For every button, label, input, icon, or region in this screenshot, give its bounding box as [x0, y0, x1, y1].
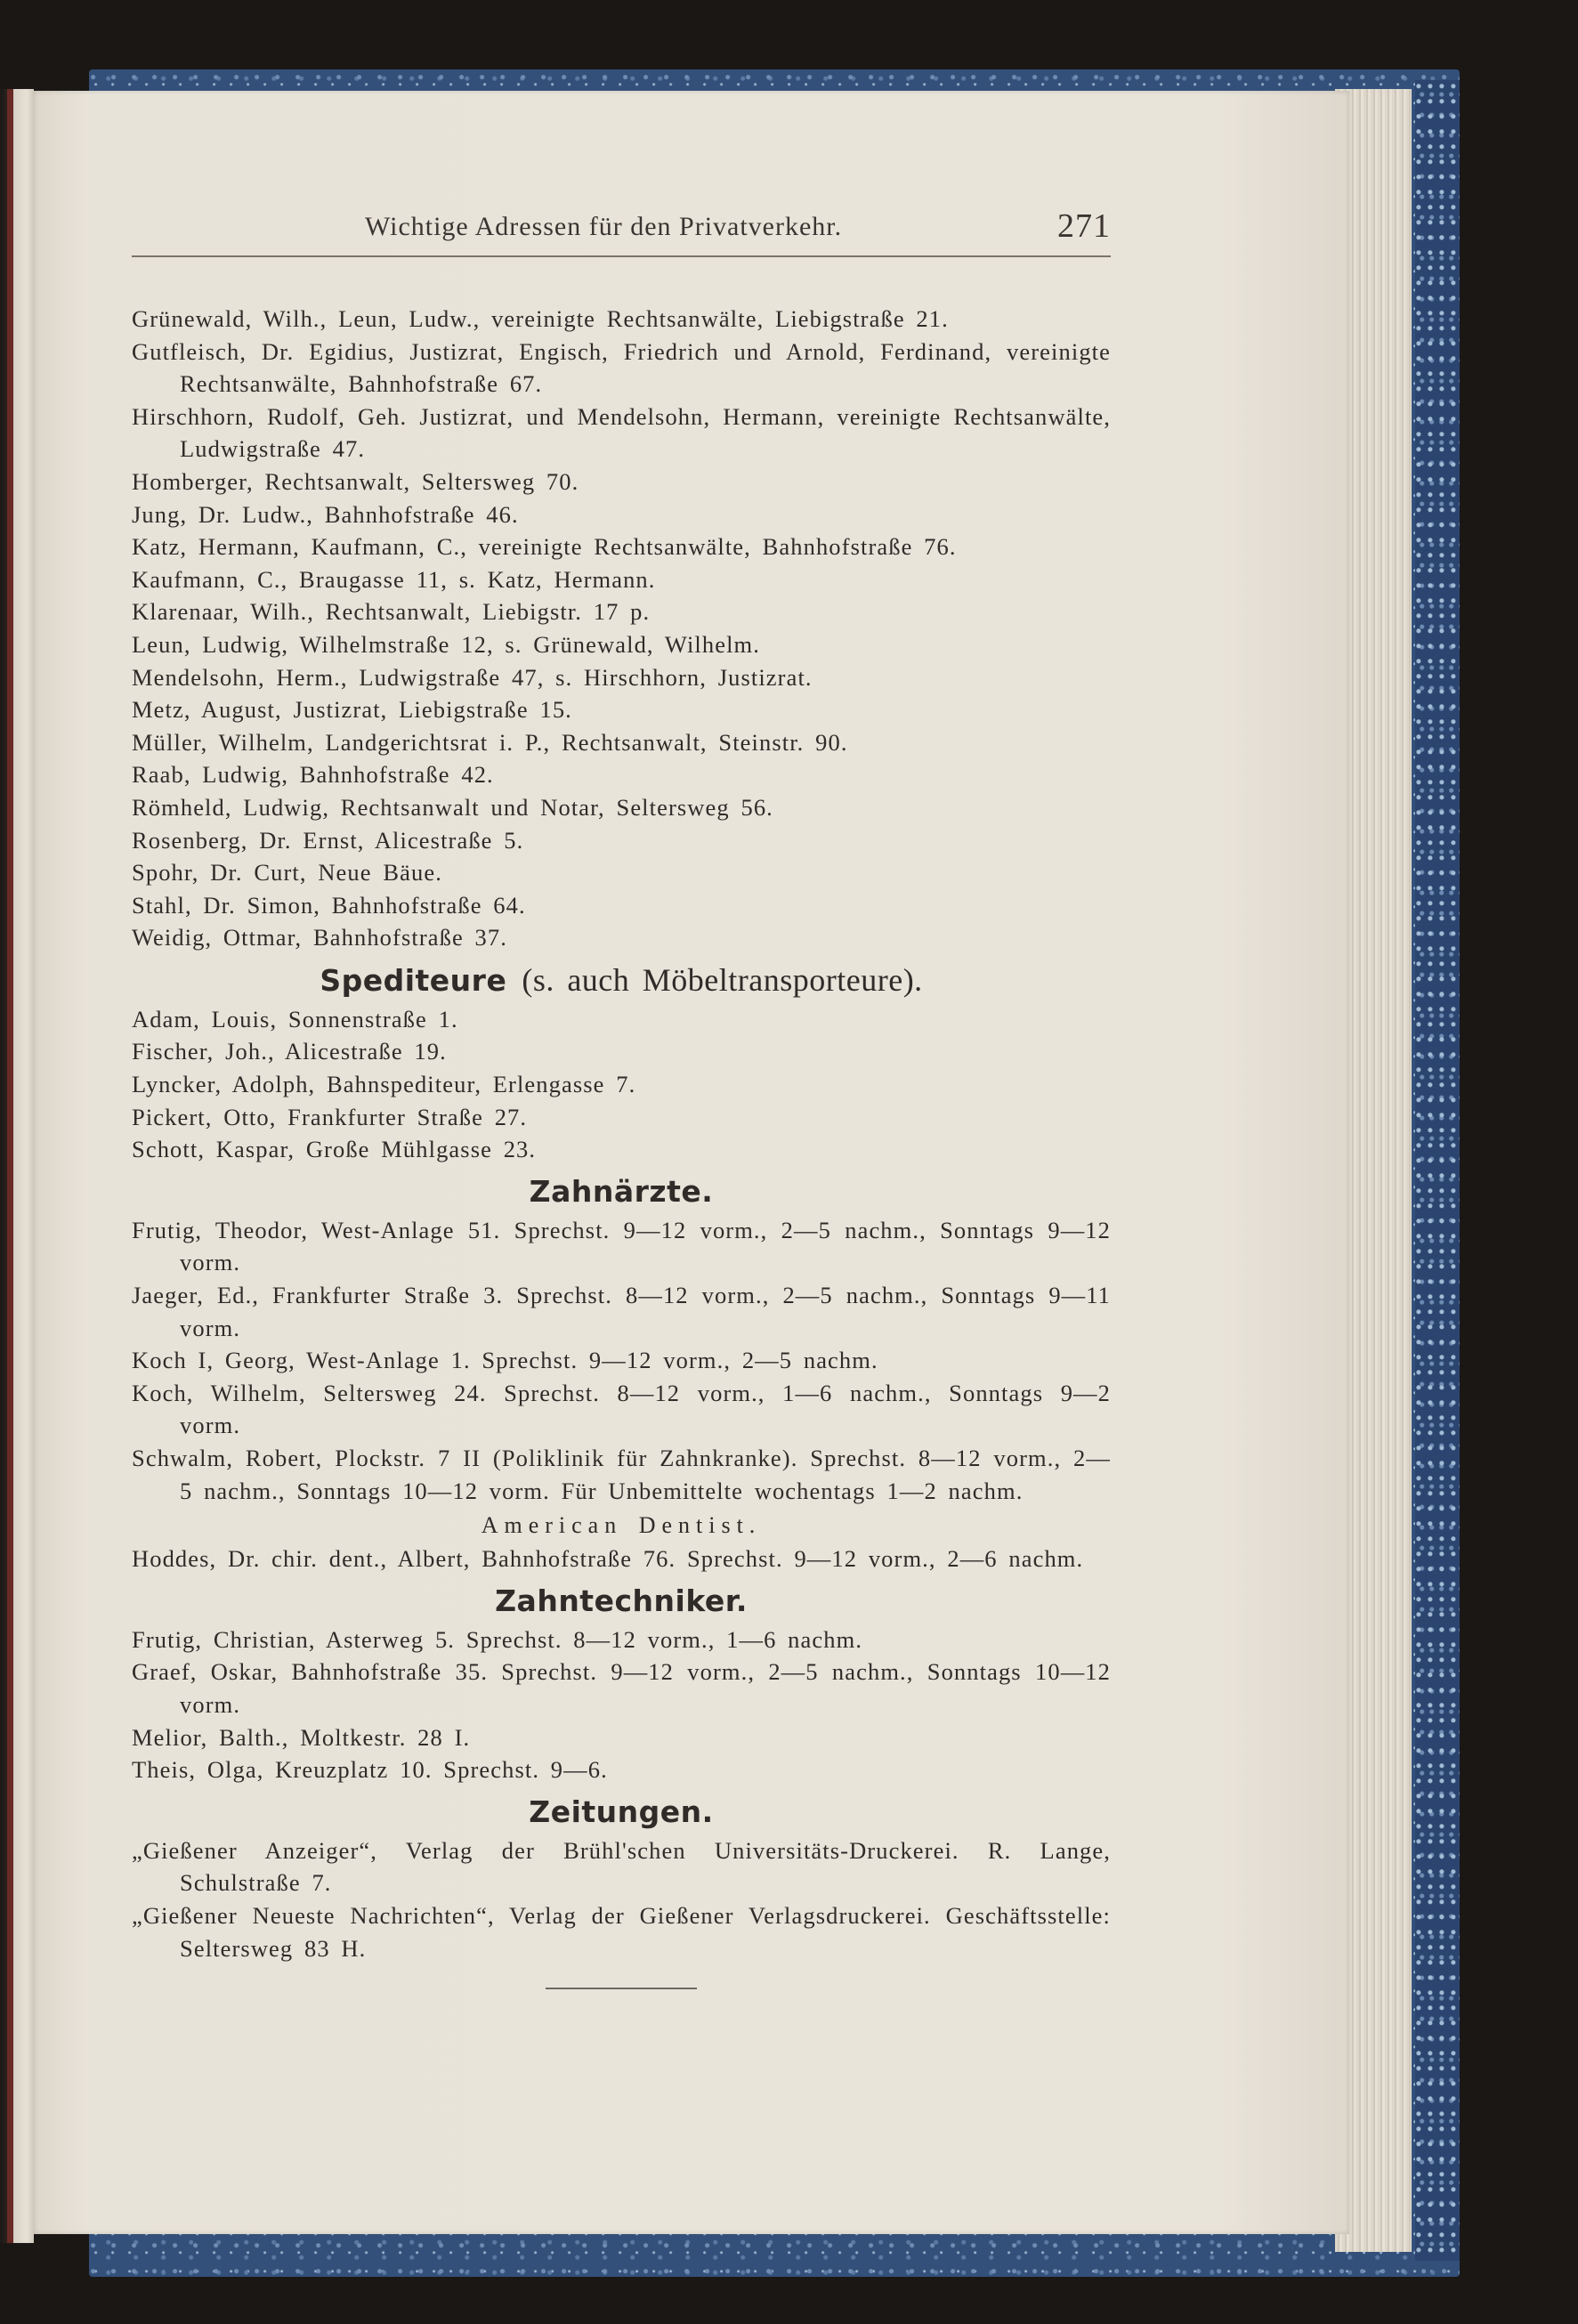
section-heading-zahntechniker: Zahntechniker. — [495, 1583, 748, 1618]
list-item: Gutfleisch, Dr. Egidius, Justizrat, Engisch, Friedrich und Arnold, Ferdinand, vereinigte Rechtsanwälte, Bahnhofstraße 67. — [132, 337, 1111, 398]
spediteure-list — [132, 1003, 1111, 1166]
spine-band — [7, 89, 13, 2243]
end-rule — [546, 1988, 697, 1989]
page-body — [132, 303, 1111, 1989]
list-item: Hoddes, Dr. chir. dent., Albert, Bahnhofstraße 76. Sprechst. 9—12 vorm., 2—6 nachm. — [132, 1545, 1084, 1573]
list-item: Lyncker, Adolph, Bahnspediteur, Erlengasse 7. — [132, 1071, 636, 1098]
list-item: Müller, Wilhelm, Landgerichtsrat i. P., Rechtsanwalt, Steinstr. 90. — [132, 728, 848, 756]
list-item: Römheld, Ludwig, Rechtsanwalt und Notar, Seltersweg 56. — [132, 793, 773, 821]
list-item: Fischer, Joh., Alicestraße 19. — [132, 1038, 447, 1065]
list-item: Katz, Hermann, Kaufmann, C., vereinigte Rechtsanwälte, Bahnhofstraße 76. — [132, 533, 957, 561]
zeitungen-list — [132, 1834, 1111, 1964]
list-item: „Gießener Anzeiger“, Verlag der Brühl'schen Universitäts-Druckerei. R. Lange, Schulstraße 7. — [132, 1836, 1111, 1897]
page-number: 271 — [1057, 207, 1111, 245]
section-heading-zahnaerzte: Zahnärzte. — [529, 1173, 714, 1209]
list-item: Schott, Kaspar, Große Mühlgasse 23. — [132, 1136, 537, 1163]
subheading-american-dentist: American Dentist. — [481, 1512, 762, 1539]
zahnaerzte-list — [132, 1214, 1111, 1507]
section-heading-zeitungen: Zeitungen. — [529, 1794, 714, 1829]
list-item: Kaufmann, C., Braugasse 11, s. Katz, Hermann. — [132, 565, 656, 593]
list-item: Raab, Ludwig, Bahnhofstraße 42. — [132, 761, 494, 789]
list-item: Adam, Louis, Sonnenstraße 1. — [132, 1005, 458, 1032]
list-item: „Gießener Neueste Nachrichten“, Verlag der Gießener Verlagsdruckerei. Geschäftsstelle: Seltersweg 83 H. — [132, 1901, 1111, 1962]
lawyer-list — [132, 303, 1111, 954]
list-item: Mendelsohn, Herm., Ludwigstraße 47, s. Hirschhorn, Justizrat. — [132, 663, 813, 691]
list-item: Hirschhorn, Rudolf, Geh. Justizrat, und Mendelsohn, Hermann, vereinigte Rechtsanwälte, Ludwigstraße 47. — [132, 402, 1111, 463]
section-subtitle: (s. auch Möbeltransporteure). — [522, 961, 923, 998]
list-item: Grünewald, Wilh., Leun, Ludw., vereinigte Rechtsanwälte, Liebigstraße 21. — [132, 305, 949, 332]
header-title: Wichtige Adressen für den Privatverkehr. — [365, 212, 843, 241]
list-item: Jung, Dr. Ludw., Bahnhofstraße 46. — [132, 500, 519, 528]
list-item: Frutig, Theodor, West-Anlage 51. Sprechst. 9—12 vorm., 2—5 nachm., Sonntags 9—12 vorm. — [132, 1216, 1111, 1276]
running-header — [132, 207, 1111, 255]
section-title: Spediteure — [320, 962, 507, 998]
zahntechniker-list — [132, 1624, 1111, 1786]
american-dentist-list — [132, 1543, 1111, 1575]
header-rule — [132, 255, 1111, 257]
list-item: Rosenberg, Dr. Ernst, Alicestraße 5. — [132, 826, 524, 854]
list-item: Pickert, Otto, Frankfurter Straße 27. — [132, 1103, 528, 1130]
list-item: Jaeger, Ed., Frankfurter Straße 3. Sprechst. 8—12 vorm., 2—5 nachm., Sonntags 9—11 vorm. — [132, 1282, 1111, 1341]
list-item: Metz, August, Justizrat, Liebigstraße 15. — [132, 696, 572, 724]
list-item: Theis, Olga, Kreuzplatz 10. Sprechst. 9—6. — [132, 1756, 608, 1784]
list-item: Koch I, Georg, West-Anlage 1. Sprechst. 9—12 vorm., 2—5 nachm. — [132, 1347, 878, 1374]
list-item: Schwalm, Robert, Plockstr. 7 II (Poliklinik für Zahnkranke). Sprechst. 8—12 vorm., 2—5 nachm., Sonntags 10—12 vorm. Für Unbemittelte wochentags 1—2 nachm. — [132, 1445, 1111, 1504]
cover-edge — [1415, 80, 1460, 2261]
list-item: Frutig, Christian, Asterweg 5. Sprechst. 8—12 vorm., 1—6 nachm. — [132, 1625, 863, 1653]
list-item: Weidig, Ottmar, Bahnhofstraße 37. — [132, 924, 507, 951]
list-item: Melior, Balth., Moltkestr. 28 I. — [132, 1723, 471, 1751]
list-item: Homberger, Rechtsanwalt, Seltersweg 70. — [132, 467, 579, 495]
list-item: Leun, Ludwig, Wilhelmstraße 12, s. Grünewald, Wilhelm. — [132, 630, 760, 658]
list-item: Klarenaar, Wilh., Rechtsanwalt, Liebigstr. 17 p. — [132, 598, 651, 626]
list-item: Graef, Oskar, Bahnhofstraße 35. Sprechst. 9—12 vorm., 2—5 nachm., Sonntags 10—12 vorm. — [132, 1658, 1111, 1718]
list-item: Koch, Wilhelm, Seltersweg 24. Sprechst. 8—12 vorm., 1—6 nachm., Sonntags 9—2 vorm. — [132, 1379, 1111, 1439]
list-item: Stahl, Dr. Simon, Bahnhofstraße 64. — [132, 891, 526, 919]
left-page-edge — [0, 89, 34, 2243]
section-heading-spediteure — [132, 960, 1111, 1001]
list-item: Spohr, Dr. Curt, Neue Bäue. — [132, 859, 442, 887]
